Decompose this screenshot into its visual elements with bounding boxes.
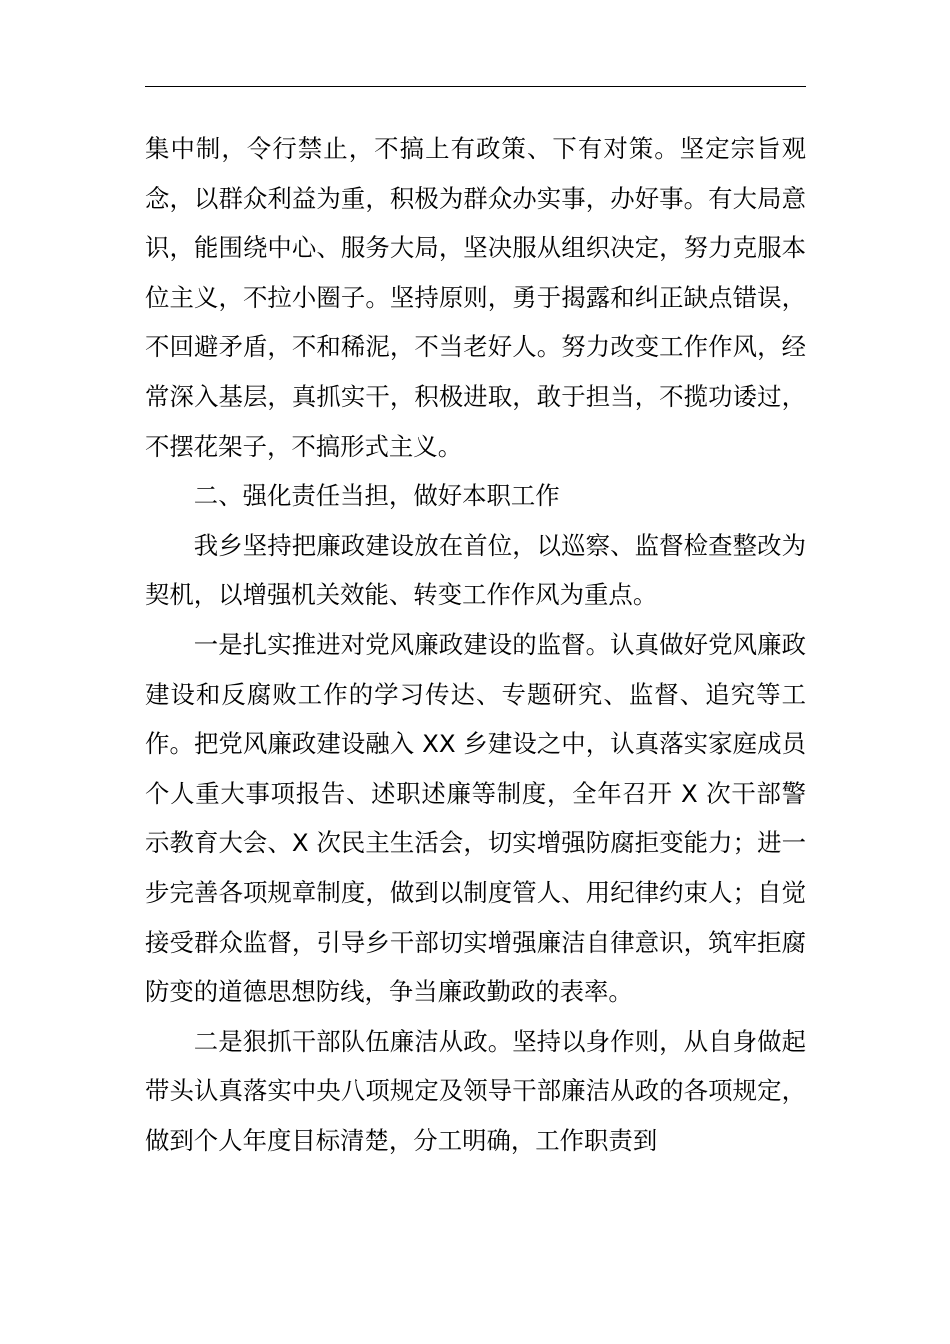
paragraph-continued: 集中制，令行禁止，不搞上有政策、下有对策。坚定宗旨观念，以群众利益为重，积极为群众办实事，办好事。有大局意识，能围绕中心、服务大局，坚决服从组织决定，努力克服本位主义，不拉小圈子。坚持原则，勇于揭露和纠正缺点错误，不回避矛盾，不和稀泥，不当老好人。努力改变工作作风，经常深入基层，真抓实干，积极进取，敢于担当，不揽功诿过，不摆花架子，不搞形式主义。 [145, 134, 806, 461]
paragraph-point-two: 二是狠抓干部队伍廉洁从政。坚持以身作则，从自身做起带头认真落实中央八项规定及领导干部廉洁从政的各项规定，做到个人年度目标清楚，分工明确，工作职责到 [145, 1026, 806, 1155]
document-body [145, 124, 806, 1165]
header-rule [145, 86, 806, 87]
paragraph-intro: 我乡坚持把廉政建设放在首位，以巡察、监督检查整改为契机，以增强机关效能、转变工作作风为重点。 [145, 530, 806, 610]
paragraph-point-one: 一是扎实推进对党风廉政建设的监督。认真做好党风廉政建设和反腐败工作的学习传达、专题研究、监督、追究等工作。把党风廉政建设融入 XX 乡建设之中，认真落实家庭成员个人重大事项报告、述职述廉等制度，全年召开 X 次干部警示教育大会、X 次民主生活会，切实增强防腐拒变能力；进一步完善各项规章制度，做到以制度管人、用纪律约束人；自觉接受群众监督，引导乡干部切实增强廉洁自律意识，筑牢拒腐防变的道德思想防线，争当廉政勤政的表率。 [145, 629, 806, 1007]
section-heading: 二、强化责任当担，做好本职工作 [193, 481, 560, 511]
